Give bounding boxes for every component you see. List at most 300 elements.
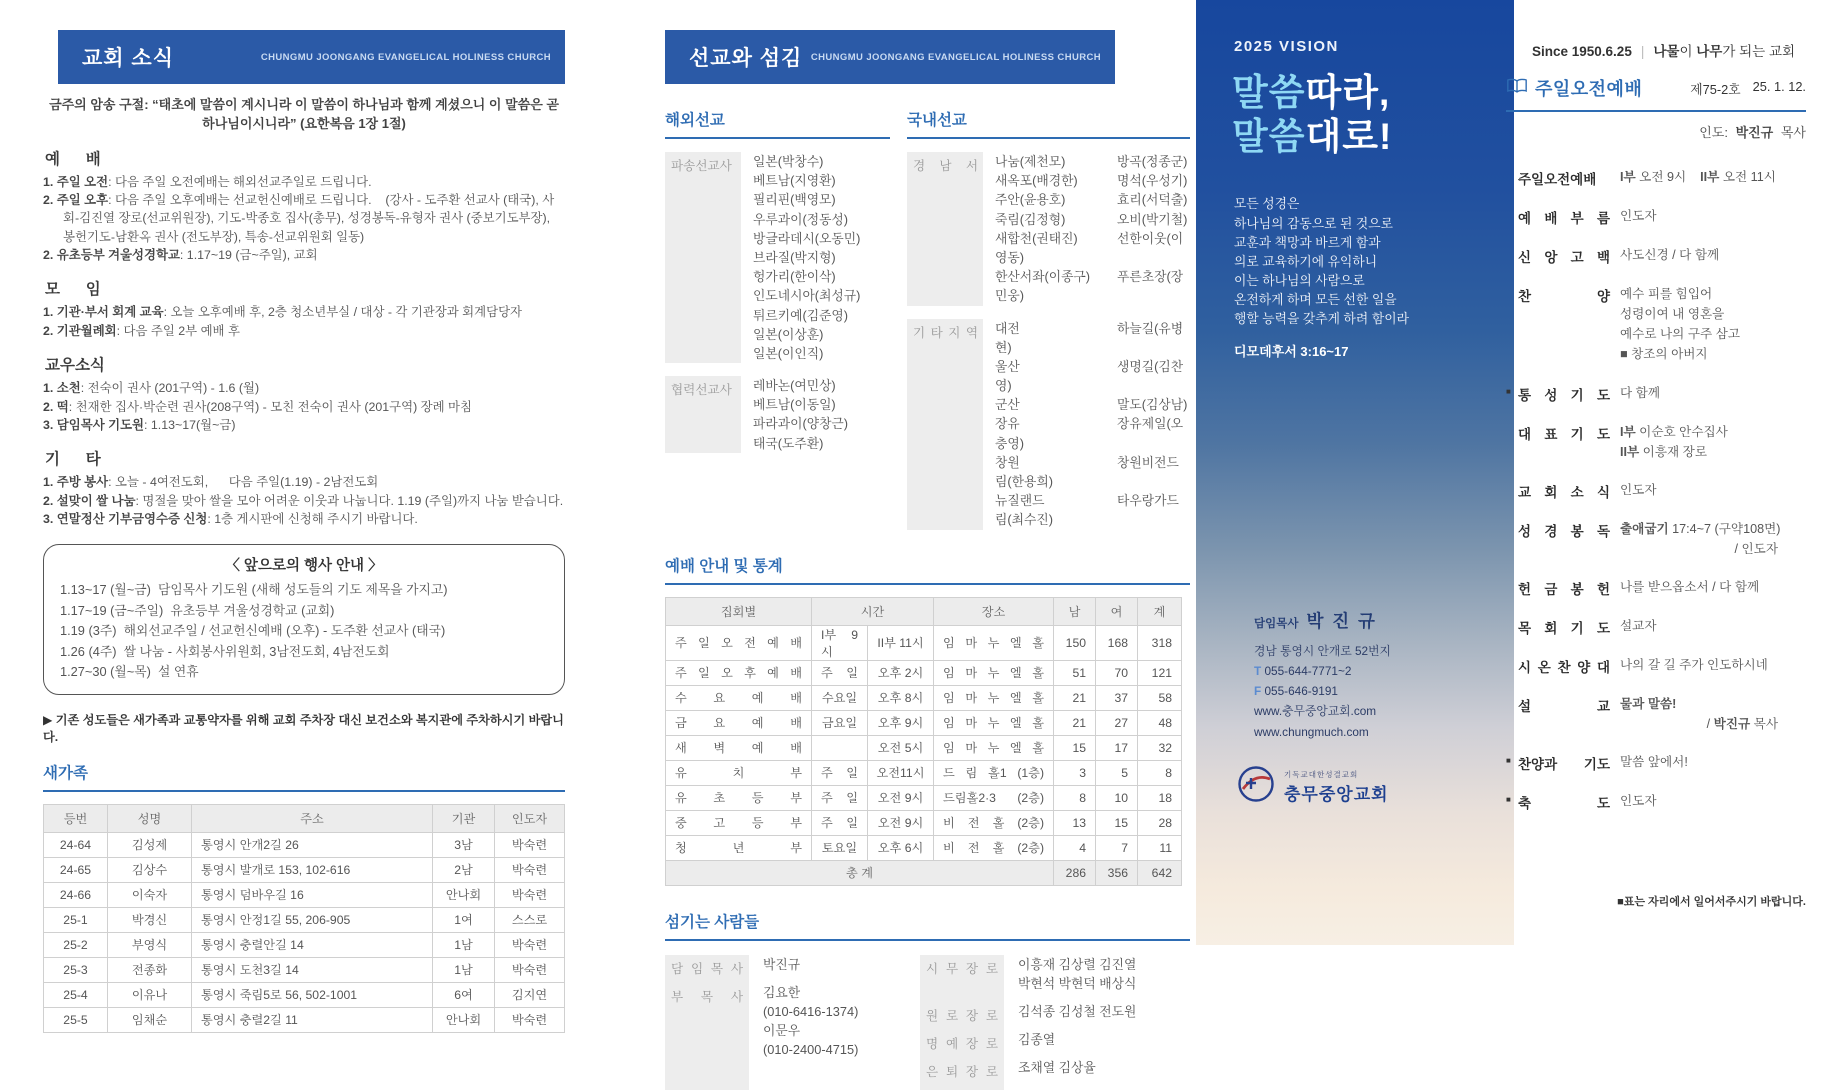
worship-row: [666, 785, 1182, 810]
missionary-item: 베트남(지영환): [753, 173, 836, 189]
count-female: 10: [1096, 785, 1138, 810]
announcement-item: [43, 510, 565, 528]
staff-names: [763, 955, 858, 974]
item-text: : 1.17~19 (금~주일), 교회: [179, 248, 318, 263]
table-cell: 안나회: [433, 1007, 495, 1032]
upcoming-events-box: [43, 544, 565, 694]
events-box-lines: [60, 580, 548, 682]
mission-service-header: [665, 30, 1115, 84]
service-name: 새 벽 예 배: [666, 735, 812, 760]
announcement-item: [43, 191, 565, 246]
table-cell: 이숙자: [108, 882, 192, 907]
service-place: 비 전 홀 (2층): [934, 835, 1054, 860]
church-phone: T 055-644-7771~2: [1254, 663, 1352, 678]
church-item: 울산 생명길(김찬영): [995, 358, 1184, 394]
total-count: 286: [1054, 860, 1096, 885]
count-total: 48: [1138, 710, 1182, 735]
event-line: 1.26 (4주) 쌀 나눔 - 사회봉사위원회, 3남전도회, 4남전도회: [60, 643, 390, 659]
count-total: 121: [1138, 660, 1182, 685]
section-title: 교우소식: [45, 357, 105, 375]
staff-names: [1018, 1030, 1136, 1049]
section-title: 예 배: [45, 150, 101, 168]
missionary-item: 레바논(여민상): [753, 378, 836, 394]
count-female: 70: [1096, 660, 1138, 685]
table-cell: 통영시 도천3길 14: [192, 957, 433, 982]
item-number: 2.: [43, 248, 57, 263]
service-day: 주 일: [812, 660, 868, 685]
church-fax: F 055-646-9191: [1254, 684, 1338, 699]
order-content: [1620, 245, 1806, 266]
staff-line: 김종열: [1018, 1032, 1056, 1048]
table-cell: 2남: [433, 857, 495, 882]
church-news-header: [58, 30, 565, 84]
count-female: 7: [1096, 835, 1138, 860]
table-cell: 1남: [433, 957, 495, 982]
column-header: 성명: [108, 804, 192, 832]
text-line: 사도신경 / 다 함께: [1620, 248, 1720, 262]
order-content: [1620, 791, 1806, 812]
order-row: [1506, 245, 1806, 266]
item-text: : 오늘 - 4여전도회, 다음 주일(1.19) - 2남전도회: [108, 475, 379, 490]
staff-names: [1018, 1002, 1136, 1021]
order-label: 교 회 소 식: [1518, 484, 1610, 500]
order-content: [1620, 519, 1806, 559]
table-cell: 박숙련: [495, 957, 565, 982]
new-family-row: [44, 907, 565, 932]
slogan-accent: 말씀: [1232, 72, 1306, 113]
total-count: 642: [1138, 860, 1182, 885]
table-cell: 이유나: [108, 982, 192, 1007]
table-cell: 박숙련: [495, 1007, 565, 1032]
announcement-item: [43, 473, 565, 491]
announcement-item: [43, 322, 565, 340]
item-text: : 다음 주일 오전예배는 해외선교주일로 드립니다.: [108, 174, 372, 189]
item-keyword: 담임목사 기도원: [56, 417, 145, 432]
church-name-english-2: CHUNGMU JOONGANG EVANGELICAL HOLINESS CHURCH: [810, 51, 1101, 63]
worship-row: [666, 810, 1182, 835]
text-line: 성령이여 내 영혼을: [1620, 307, 1725, 322]
order-label: 축 도: [1518, 796, 1610, 812]
church-item: 새옥포(배경한) 명석(우성기): [995, 173, 1188, 189]
table-cell: 박숙련: [495, 882, 565, 907]
announcement-item: [43, 303, 565, 321]
table-cell: 24-66: [44, 882, 108, 907]
bullet-square-icon: ■: [1506, 756, 1511, 766]
item-number: 3.: [43, 512, 57, 526]
item-keyword: 기관·부서 회계 교육: [56, 305, 164, 320]
staff-label: 원 로 장 로: [926, 1008, 998, 1023]
service-leader-line: 인도: 박진규 목사: [1699, 125, 1806, 140]
table-cell: 임채순: [108, 1007, 192, 1032]
table-cell: 24-64: [44, 832, 108, 857]
table-cell: 김지연: [495, 982, 565, 1007]
order-of-worship: [1506, 167, 1806, 812]
staff-line: 박현석 박현덕 배상식: [1018, 975, 1137, 991]
service-time: 오후 9시: [868, 710, 934, 735]
table-cell: 통영시 충렬2길 11: [192, 1007, 433, 1032]
service-day: 주 일: [812, 760, 868, 785]
church-name-korean: 충무중앙교회: [1284, 784, 1389, 804]
church-item: 한산서좌(이종구) 푸른초장(장민웅): [995, 269, 1184, 304]
order-label: 찬양과 기도: [1518, 757, 1610, 773]
mission-group: [907, 152, 1190, 306]
staff-line: 조채열 김상율: [1018, 1060, 1096, 1076]
order-row: [1506, 167, 1806, 188]
worship-service-title: 주일오전예배: [1535, 79, 1643, 99]
item-text: : 오늘 오후예배 후, 2층 청소년부실 / 대상 - 각 기관장과 회계담당자: [163, 305, 523, 320]
service-place: 임 마 누 엘 홀: [934, 660, 1054, 685]
slogan-rest: 대로!: [1305, 115, 1393, 157]
count-male: 13: [1054, 810, 1096, 835]
missionary-item: 방글라데시(오동민): [753, 230, 861, 246]
verse-line-1: 금주의 암송 구절: “태초에 말씀이 계시니라 이 말씀이 하나님과 함께 계셨으니 이 말씀은 곧: [49, 97, 559, 112]
mission-group-label: 협력선교사: [671, 383, 732, 398]
text-line: 인도자: [1620, 482, 1657, 497]
column-header: 주소: [192, 804, 433, 832]
tel-prefix: T: [1254, 663, 1262, 678]
text-line: 인도자: [1620, 794, 1657, 809]
service-time: 오전 9시: [868, 810, 934, 835]
item-text: : 전숙이 권사 (201구역) - 1.6 (월): [80, 381, 260, 396]
item-number: 2.: [43, 323, 57, 338]
count-female: 5: [1096, 760, 1138, 785]
service-time: 오후 8시: [868, 685, 934, 710]
event-line: 1.19 (3주) 해외선교주일 / 선교헌신예배 (오후) - 도주환 선교사 (태국): [60, 623, 446, 639]
mission-service-title: 선교와 섬김: [689, 47, 803, 70]
missionary-item: 우루과이(정동성): [753, 211, 849, 227]
table-cell: 박숙련: [495, 932, 565, 957]
staff-line: (010-6416-1374): [763, 1003, 859, 1019]
new-family-row: [44, 957, 565, 982]
table-cell: 통영시 안정1길 55, 206-905: [192, 907, 433, 932]
mission-group: [907, 319, 1190, 530]
slogan-line: [1232, 115, 1514, 159]
table-cell: 25-3: [44, 957, 108, 982]
mission-group-items: [983, 152, 1190, 306]
item-number: 1.: [43, 381, 57, 396]
announcement-item: [43, 379, 565, 397]
mission-service-content: [665, 108, 1190, 1090]
order-row: [1506, 616, 1806, 637]
text-line: 다 함께: [1620, 385, 1660, 400]
staff-label: 시 무 장 로: [926, 961, 998, 976]
service-day: 주 일: [812, 785, 868, 810]
item-number: 1.: [43, 305, 57, 320]
table-cell: 통영시 죽림5로 56, 502-1001: [192, 982, 433, 1007]
count-total: 318: [1138, 625, 1182, 660]
order-label: 목 회 기 도: [1518, 621, 1610, 637]
overseas-mission-section: [665, 108, 890, 530]
church-item: 뉴질랜드 타우랑가드림(최수진): [995, 493, 1179, 528]
table-cell: 1남: [433, 932, 495, 957]
column-header: 시간: [812, 597, 934, 625]
order-content: [1620, 284, 1806, 365]
item-keyword: 기관월례회: [56, 323, 117, 338]
mission-group-label: 기 타 지 역: [913, 325, 978, 340]
bullet-square-icon: ■: [1506, 795, 1511, 805]
church-item: 대전 하늘길(유병현): [995, 320, 1184, 355]
new-family-row: [44, 932, 565, 957]
section-title: 모 임: [45, 281, 101, 299]
total-label: 총 계: [666, 860, 1054, 885]
item-keyword: 주일 오전: [56, 174, 109, 189]
staff-line: 이흥재 김상렬 김진열: [1018, 956, 1137, 972]
item-keyword: 소천: [56, 381, 81, 396]
text-line: ■ 창조의 아버지: [1620, 347, 1708, 362]
table-cell: 박경신: [108, 907, 192, 932]
text-line: 예수로 나의 구주 삼고: [1620, 327, 1740, 342]
order-row: [1506, 694, 1806, 734]
service-place: 임 마 누 엘 홀: [934, 710, 1054, 735]
text-line: 예수 피를 힘입어: [1620, 287, 1713, 301]
item-number: 1.: [43, 475, 57, 490]
service-place: 드 림 홀1 (1층): [934, 760, 1054, 785]
order-content: [1620, 616, 1806, 637]
missionary-item: 튀르키예(김준영): [753, 307, 849, 323]
table-cell: 1여: [433, 907, 495, 932]
item-keyword: 유초등부 겨울성경학교: [56, 248, 180, 263]
missionary-item: 일본(이인직): [753, 345, 824, 361]
item-number: 2.: [43, 193, 57, 208]
worship-row: [666, 660, 1182, 685]
pastor-label: 담임목사: [1254, 617, 1299, 630]
church-logo-block: [1236, 764, 1514, 809]
church-address: 경남 통영시 안개로 52번지: [1254, 643, 1391, 658]
missionary-item: 필리핀(백영모): [753, 192, 836, 208]
order-row: [1506, 284, 1806, 365]
worship-row: [666, 835, 1182, 860]
count-male: 15: [1054, 735, 1096, 760]
missionary-item: 브라질(박지형): [753, 249, 836, 265]
church-name-english: CHUNGMU JOONGANG EVANGELICAL HOLINESS CHURCH: [260, 51, 551, 63]
table-cell: 스스로: [495, 907, 565, 932]
count-female: 37: [1096, 685, 1138, 710]
announcement-item: [43, 173, 565, 191]
item-text: : 1층 게시판에 신청해 주시기 바랍니다.: [207, 512, 418, 526]
table-cell: 김상수: [108, 857, 192, 882]
count-male: 4: [1054, 835, 1096, 860]
new-family-row: [44, 857, 565, 882]
service-time: 오전 9시: [868, 785, 934, 810]
order-label: 예 배 부 름: [1518, 211, 1610, 226]
pastor-name: 박 진 규: [1306, 610, 1377, 631]
event-line: 1.13~17 (월~금) 담임목사 기도원 (새해 성도들의 기도 제목을 가지고): [60, 582, 448, 598]
scripture-line: 모든 성경은: [1234, 196, 1300, 212]
title-underline: [1506, 110, 1806, 112]
domestic-mission-section: [907, 108, 1190, 530]
staff-names: [1018, 955, 1136, 993]
pastors-group: [665, 955, 915, 1090]
service-place: 비 전 홀 (2층): [934, 810, 1054, 835]
service-place: 임 마 누 엘 홀: [934, 685, 1054, 710]
count-female: 168: [1096, 625, 1138, 660]
count-male: 21: [1054, 710, 1096, 735]
church-contact-block: [1196, 633, 1514, 742]
announcement-item: [43, 416, 565, 434]
scripture-line: 온전하게 하며 모든 선한 일을: [1234, 292, 1397, 308]
announcement-item: [43, 492, 565, 510]
divider-bar: |: [1640, 44, 1645, 59]
order-content: [1620, 480, 1806, 501]
order-content: [1620, 167, 1806, 188]
fax-prefix: F: [1254, 684, 1262, 699]
service-name: 수 요 예 배: [666, 685, 812, 710]
worship-row: [666, 735, 1182, 760]
table-cell: 통영시 발개로 153, 102-616: [192, 857, 433, 882]
staff-line: 김석종 김성철 전도원: [1018, 1003, 1137, 1019]
scripture-line: 행할 능력을 갖추게 하려 함이라: [1234, 311, 1409, 327]
order-row: [1506, 655, 1806, 676]
leader-name: 박진규: [1735, 125, 1774, 140]
scripture-line: 교훈과 책망과 바르게 함과: [1234, 234, 1381, 250]
table-cell: 25-4: [44, 982, 108, 1007]
service-day: I부 9시: [812, 625, 868, 660]
new-family-title: 새가족: [43, 761, 565, 792]
service-place: 임 마 누 엘 홀: [934, 625, 1054, 660]
order-content: [1620, 752, 1806, 773]
table-cell: 통영시 덤바우길 16: [192, 882, 433, 907]
service-place: 드림홀2·3 (2층): [934, 785, 1054, 810]
book-icon: [1506, 78, 1528, 98]
item-keyword: 주일 오후: [56, 193, 109, 208]
order-content: [1620, 694, 1806, 734]
missionary-item: 일본(박창수): [753, 154, 824, 169]
vision-slogan: [1196, 55, 1514, 158]
text-line: 나를 받으옵소서 / 다 함께: [1620, 580, 1760, 595]
bulletin-date: 25. 1. 12.: [1752, 78, 1806, 94]
table-cell: 통영시 충렬안길 14: [192, 932, 433, 957]
missionary-item: 인도네시아(최성규): [753, 288, 861, 304]
count-male: 150: [1054, 625, 1096, 660]
missionary-item: 일본(이상훈): [753, 326, 824, 342]
service-name: 주 일 오 전 예 배: [666, 625, 812, 660]
worship-row: [666, 685, 1182, 710]
announcement-item: [43, 246, 565, 264]
column-header: 등번: [44, 804, 108, 832]
item-number: 2.: [43, 493, 57, 508]
slogan-line: [1232, 71, 1514, 115]
item-keyword: 떡: [56, 399, 69, 414]
church-item: 장유 장유제일(오충영): [995, 416, 1184, 451]
column-header: 인도자: [495, 804, 565, 832]
count-female: 17: [1096, 735, 1138, 760]
item-number: 3.: [43, 417, 57, 432]
order-label: 주일오전예배: [1518, 172, 1597, 187]
staff-names: [763, 983, 858, 1060]
new-family-table: [43, 804, 565, 1033]
text-line: I부 이순호 안수집사: [1620, 424, 1728, 439]
count-total: 58: [1138, 685, 1182, 710]
table-cell: 박숙련: [495, 832, 565, 857]
table-cell: 박숙련: [495, 857, 565, 882]
service-place: 임 마 누 엘 홀: [934, 735, 1054, 760]
count-female: 27: [1096, 710, 1138, 735]
church-item: 창원 창원비전드림(한용희): [995, 454, 1179, 489]
mission-group-items: [741, 376, 848, 453]
church-item: 주안(윤용호) 효리(서덕출): [995, 192, 1188, 208]
staff-label: 명 예 장 로: [926, 1037, 998, 1052]
domestic-mission-title: 국내선교: [907, 108, 1190, 139]
order-label: 설 교: [1518, 699, 1610, 715]
worship-stats-table: [665, 597, 1182, 886]
staff-line: 김요한: [763, 984, 801, 1000]
count-male: 3: [1054, 760, 1096, 785]
scripture-line: 이는 하나님의 사람으로: [1234, 273, 1365, 289]
order-row: [1506, 791, 1806, 812]
table-cell: 25-5: [44, 1007, 108, 1032]
mission-group-label: 파송선교사: [671, 159, 732, 173]
text-line: / 인도자: [1734, 541, 1778, 556]
serving-people-title: 섬기는 사람들: [665, 910, 1190, 941]
staff-names: [1018, 1058, 1136, 1077]
text-line: / 박진규 목사: [1706, 717, 1778, 732]
count-female: 15: [1096, 810, 1138, 835]
item-number: 2.: [43, 399, 57, 414]
column-header: 집회별: [666, 597, 812, 625]
item-text: : 천재한 집사·박순련 권사(208구역) - 모친 전숙이 권사 (201구역) 장례 마침: [68, 399, 472, 414]
staff-line: 이문우: [763, 1023, 801, 1039]
event-line: 1.27~30 (월~목) 설 연휴: [60, 664, 199, 680]
column-header: 계: [1138, 597, 1182, 625]
column-header: 기관: [433, 804, 495, 832]
order-row: [1506, 519, 1806, 559]
missionary-item: 태국(도주환): [753, 435, 824, 451]
service-name: 유 치 부: [666, 760, 812, 785]
missionary-item: 베트남(이동일): [753, 397, 836, 413]
text-line: 인도자: [1620, 209, 1657, 223]
table-cell: 부영식: [108, 932, 192, 957]
order-content: [1620, 422, 1806, 462]
count-total: 18: [1138, 785, 1182, 810]
service-name: 중 고 등 부: [666, 810, 812, 835]
text-line: 설교자: [1620, 619, 1657, 634]
missionary-item: 헝가리(한이삭): [753, 269, 836, 285]
text-line: 나의 갈 길 주가 인도하시네: [1620, 658, 1768, 673]
text-line: 출애굽기 17:4~7 (구약108면): [1620, 521, 1781, 536]
order-row: [1506, 422, 1806, 462]
staff-label: 은 퇴 장 로: [926, 1065, 998, 1080]
weekly-memory-verse: [43, 96, 565, 134]
slogan-rest: 따라,: [1305, 72, 1391, 113]
text-line: 말씀 앞에서!: [1620, 755, 1688, 770]
panel-church-news: [43, 30, 565, 1033]
church-logo-icon: [1236, 764, 1276, 809]
panel-vision: [1196, 0, 1514, 945]
founding-date: Since 1950.6.25: [1532, 44, 1632, 59]
events-box-title: 〈 앞으로의 행사 안내 〉: [225, 558, 383, 575]
bullet-square-icon: ■: [1506, 386, 1511, 396]
item-text: : 명절을 맞아 쌀을 모아 어려운 이웃과 나눕니다. 1.19 (주일)까지 나눔 받습니다.: [135, 493, 564, 508]
count-male: 51: [1054, 660, 1096, 685]
church-website-english: www.chungmuch.com: [1254, 724, 1369, 739]
order-content: [1620, 206, 1806, 227]
service-time: II부 11시: [868, 625, 934, 660]
service-time: 오전11시: [868, 760, 934, 785]
worship-row: [666, 760, 1182, 785]
worship-total-row: [666, 860, 1182, 885]
column-header: 장소: [934, 597, 1054, 625]
church-item: 새합천(권태진) 선한이웃(이영동): [995, 230, 1184, 265]
table-cell: 김성제: [108, 832, 192, 857]
table-cell: 24-65: [44, 857, 108, 882]
text-line: II부 이흥재 장로: [1620, 444, 1707, 459]
item-text: : 다음 주일 2부 예배 후: [116, 323, 240, 338]
standing-note: ■표는 자리에서 일어서주시기 바랍니다.: [1617, 896, 1806, 908]
verse-line-2: 하나님이시니라” (요한복음 1장 1절): [202, 115, 406, 131]
count-total: 28: [1138, 810, 1182, 835]
service-time: 오후 2시: [868, 660, 934, 685]
new-family-row: [44, 832, 565, 857]
